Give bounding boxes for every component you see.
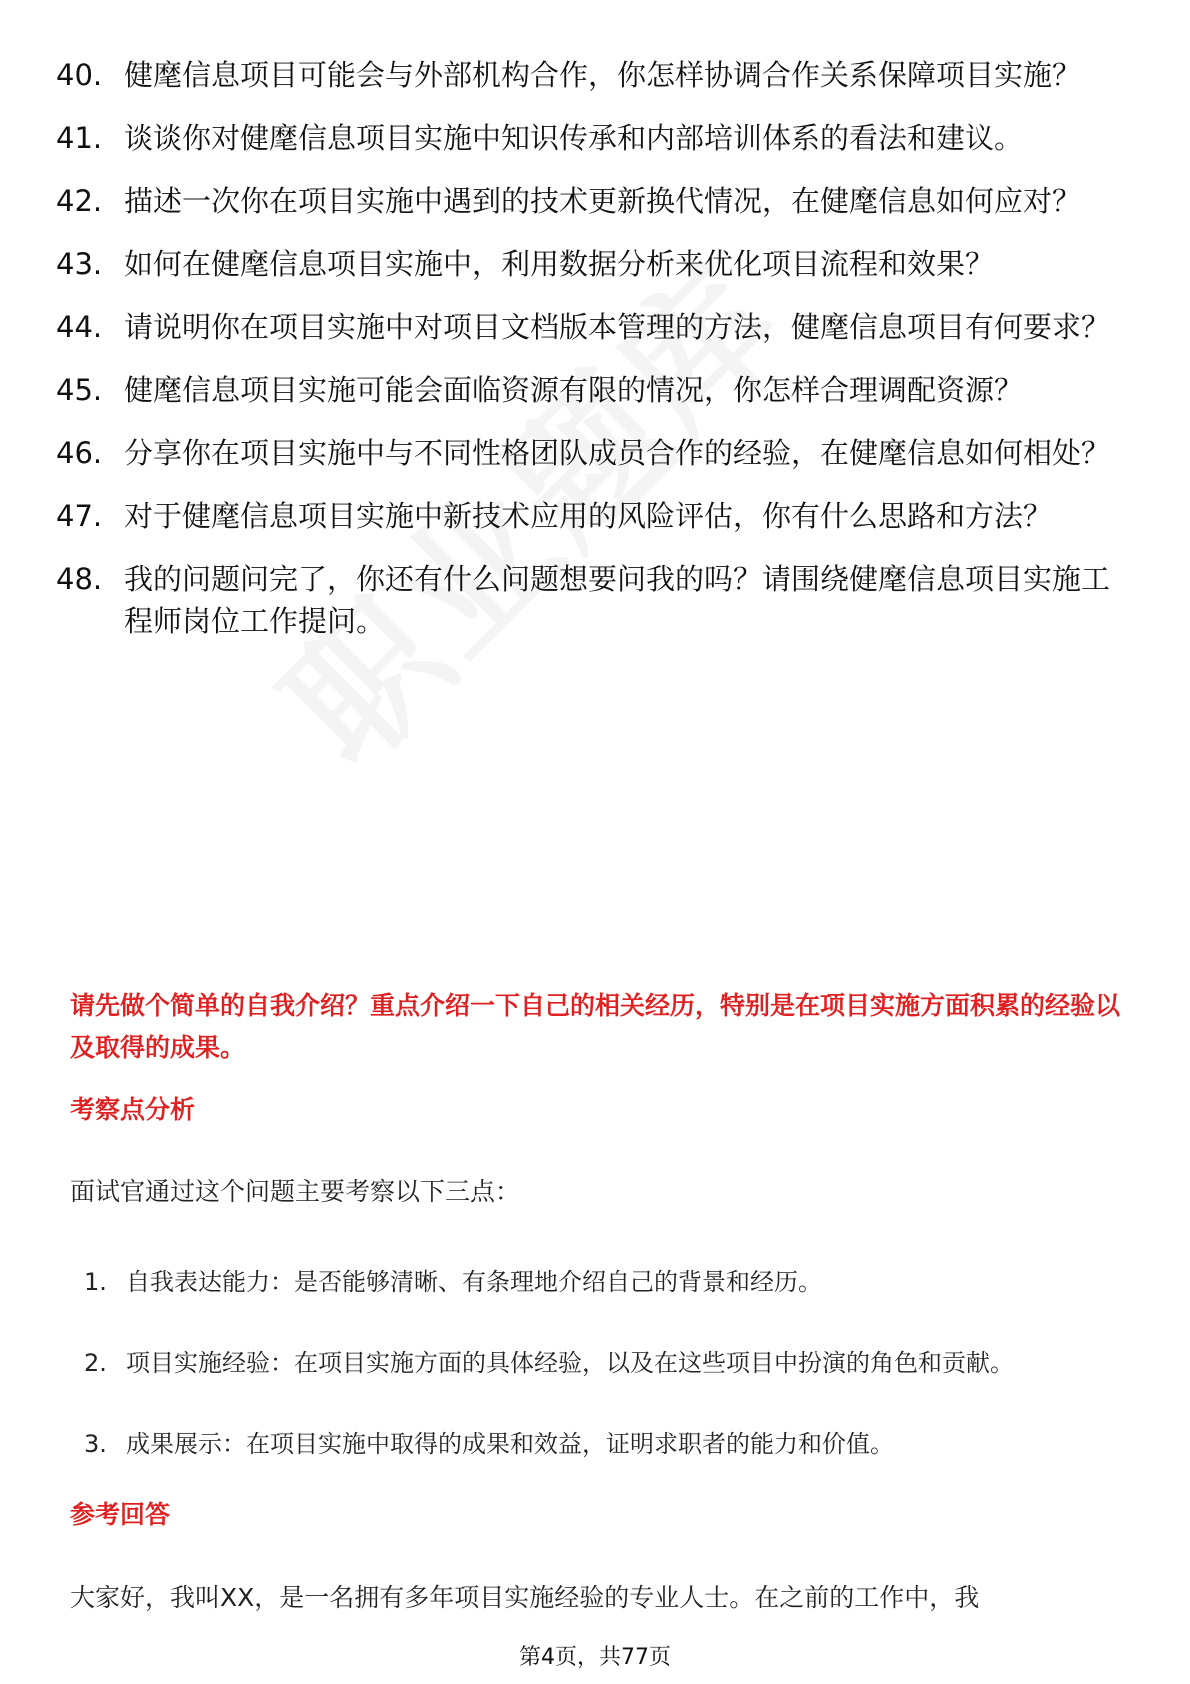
- featured-question: 请先做个简单的自我介绍？重点介绍一下自己的相关经历，特别是在项目实施方面积累的经验以及取得的成果。: [70, 991, 1121, 1062]
- point-text: 自我表达能力：是否能够清晰、有条理地介绍自己的背景和经历。: [126, 1268, 822, 1296]
- list-item: [56, 558, 1136, 642]
- page-number: 第4页，共77页: [519, 1645, 671, 1670]
- list-item: [56, 180, 1136, 222]
- list-item: [84, 1255, 1114, 1310]
- analysis-heading: 考察点分析: [70, 1095, 196, 1124]
- point-number: 2.: [84, 1349, 107, 1377]
- point-text: 成果展示：在项目实施中取得的成果和效益，证明求职者的能力和价值。: [126, 1430, 894, 1458]
- list-item: [84, 1417, 1114, 1472]
- point-number: 3.: [84, 1430, 107, 1458]
- question-number: 47.: [56, 499, 103, 533]
- list-item: [56, 243, 1136, 285]
- question-list: [56, 54, 1136, 663]
- analysis-points: [84, 1255, 1114, 1498]
- question-text: 对于健麾信息项目实施中新技术应用的风险评估，你有什么思路和方法？: [124, 499, 1053, 533]
- question-number: 42.: [56, 184, 103, 218]
- question-text: 如何在健麾信息项目实施中，利用数据分析来优化项目流程和效果？: [124, 247, 995, 281]
- question-text: 健麾信息项目可能会与外部机构合作，你怎样协调合作关系保障项目实施？: [124, 58, 1082, 92]
- answer-text: 大家好，我叫XX，是一名拥有多年项目实施经验的专业人士。在之前的工作中，我: [70, 1583, 980, 1612]
- list-item: [56, 495, 1136, 537]
- list-item: [56, 432, 1136, 474]
- question-text: 我的问题问完了，你还有什么问题想要问我的吗？请围绕健麾信息项目实施工程师岗位工作提问。: [124, 562, 1111, 638]
- list-item: [84, 1336, 1114, 1391]
- question-number: 41.: [56, 121, 103, 155]
- point-number: 1.: [84, 1268, 107, 1296]
- question-number: 48.: [56, 562, 103, 596]
- question-number: 44.: [56, 310, 103, 344]
- question-text: 请说明你在项目实施中对项目文档版本管理的方法，健麾信息项目有何要求？: [124, 310, 1111, 344]
- list-item: [56, 54, 1136, 96]
- point-text: 项目实施经验：在项目实施方面的具体经验，以及在这些项目中扮演的角色和贡献。: [126, 1349, 1014, 1377]
- analysis-intro: 面试官通过这个问题主要考察以下三点：: [70, 1177, 521, 1206]
- question-number: 45.: [56, 373, 103, 407]
- question-number: 43.: [56, 247, 103, 281]
- question-text: 描述一次你在项目实施中遇到的技术更新换代情况，在健麾信息如何应对？: [124, 184, 1082, 218]
- question-text: 谈谈你对健麾信息项目实施中知识传承和内部培训体系的看法和建议。: [124, 121, 1024, 155]
- question-text: 分享你在项目实施中与不同性格团队成员合作的经验，在健麾信息如何相处？: [124, 436, 1111, 470]
- question-number: 46.: [56, 436, 103, 470]
- answer-heading: 参考回答: [70, 1500, 171, 1529]
- list-item: [56, 117, 1136, 159]
- list-item: [56, 306, 1136, 348]
- question-text: 健麾信息项目实施可能会面临资源有限的情况，你怎样合理调配资源？: [124, 373, 1024, 407]
- list-item: [56, 369, 1136, 411]
- question-number: 40.: [56, 58, 103, 92]
